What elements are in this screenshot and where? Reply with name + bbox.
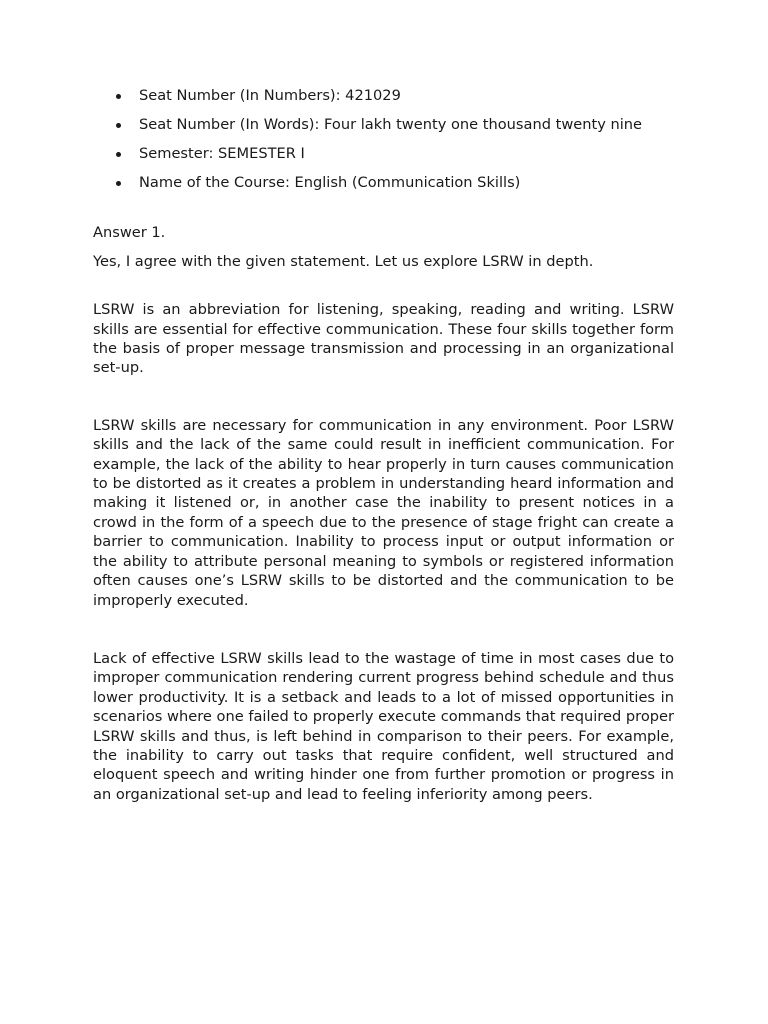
answer-intro: Yes, I agree with the given statement. Let us explore LSRW in depth. <box>93 252 594 270</box>
seat-number-words <box>93 115 674 134</box>
paragraph-lsrw-necessity: LSRW skills are necessary for communication in any environment. Poor LSRW skills and the lack of the same could result in inefficient communication. For example, the lack of the ability to hear properly in turn causes communication to be distorted as it creates a problem in understanding heard information and making it listened or, in another case the inability to present notices in a crowd in the form of a speech due to the presence of stage fright can create a barrier to communication. Inability to process input or output information or the ability to attribute personal meaning to symbols or registered information often causes one’s LSRW skills to be distorted and the communication to be improperly executed. <box>93 416 674 609</box>
bullet-icon <box>116 123 121 128</box>
document-page <box>93 86 674 804</box>
list-item-text: Semester: SEMESTER I <box>139 145 305 162</box>
bullet-icon <box>116 94 121 99</box>
list-item-text: Name of the Course: English (Communication Skills) <box>139 174 521 191</box>
answer-heading: Answer 1. <box>93 224 166 242</box>
list-item-text: Seat Number (In Words): Four lakh twenty one thousand twenty nine <box>139 116 643 133</box>
student-details-list <box>93 86 674 192</box>
list-item-text: Seat Number (In Numbers): 421029 <box>139 87 401 104</box>
seat-number-numeric <box>93 86 674 105</box>
semester <box>93 144 674 163</box>
bullet-icon <box>116 181 121 186</box>
bullet-icon <box>116 152 121 157</box>
paragraph-lsrw-definition: LSRW is an abbreviation for listening, speaking, reading and writing. LSRW skills are essential for effective communication. These four skills together form the basis of proper message transmission and processing in an organizational set-up. <box>93 301 674 377</box>
paragraph-lsrw-consequences: Lack of effective LSRW skills lead to the wastage of time in most cases due to improper communication rendering current progress behind schedule and thus lower productivity. It is a setback and leads to a lot of missed opportunities in scenarios where one failed to properly execute commands that required proper LSRW skills and thus, is left behind in comparison to their peers. For example, the inability to carry out tasks that require confident, well structured and eloquent speech and writing hinder one from further promotion or progress in an organizational set-up and lead to feeling inferiority among peers. <box>93 649 674 803</box>
course-name <box>93 173 674 192</box>
